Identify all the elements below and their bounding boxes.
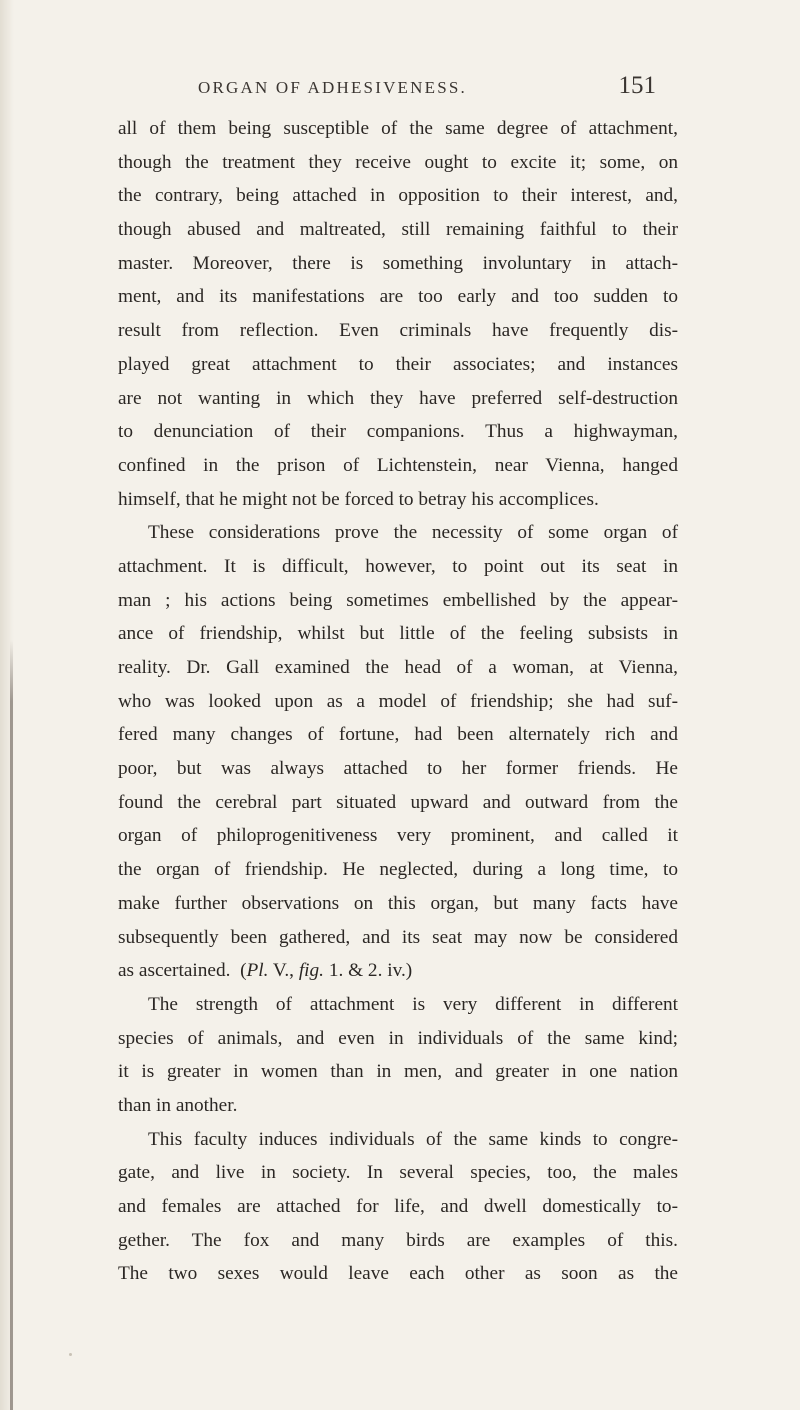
- text-line: gether. The fox and many birds are examples of this.: [118, 1229, 678, 1251]
- text-line: poor, but was always attached to her former friends. He: [118, 758, 678, 780]
- text-line: ance of friendship, whilst but little of the feeling subsists in: [118, 623, 678, 645]
- text-line: These considerations prove the necessity of some organ of: [148, 522, 678, 544]
- text-line: confined in the prison of Lichtenstein, near Vienna, hanged: [118, 454, 678, 476]
- text-line: though abused and maltreated, still remaining faithful to their: [118, 219, 678, 241]
- text-line: the organ of friendship. He neglected, during a long time, to: [118, 859, 678, 881]
- page-number: 151: [618, 72, 656, 99]
- plate-reference: (Pl. V., fig. 1. & 2. iv.): [240, 960, 413, 982]
- text-line: gate, and live in society. In several species, too, the males: [118, 1162, 678, 1184]
- text-line: it is greater in women than in men, and greater in one nation: [118, 1061, 678, 1083]
- text-line: The two sexes would leave each other as soon as the: [118, 1263, 678, 1285]
- text-line-start: as ascertained.: [118, 960, 231, 982]
- text-line: ment, and its manifestations are too early and too sudden to: [118, 286, 678, 308]
- text-line: the contrary, being attached in opposition to their interest, and,: [118, 185, 678, 207]
- text-line: fered many changes of fortune, had been alternately rich and: [118, 724, 678, 746]
- text-line: are not wanting in which they have preferred self-destruction: [118, 387, 678, 409]
- text-line: to denunciation of their companions. Thus a highwayman,: [118, 421, 678, 443]
- text-line: species of animals, and even in individuals of the same kind;: [118, 1027, 678, 1049]
- text-line: all of them being susceptible of the same degree of attachment,: [118, 118, 678, 139]
- text-line: The strength of attachment is very different in different: [148, 993, 678, 1015]
- paper-speck: [69, 1353, 72, 1356]
- text-line: attachment. It is difficult, however, to point out its seat in: [118, 555, 678, 577]
- text-line: subsequently been gathered, and its seat may now be considered: [118, 926, 678, 948]
- page-header: [198, 72, 656, 104]
- text-line: reality. Dr. Gall examined the head of a woman, at Vienna,: [118, 657, 678, 678]
- text-line: make further observations on this organ, but many facts have: [118, 892, 678, 914]
- text-line: found the cerebral part situated upward and outward from the: [118, 791, 678, 813]
- body-text: [118, 112, 678, 1291]
- text-line: organ of philoprogenitiveness very prominent, and called it: [118, 825, 678, 847]
- text-line: master. Moreover, there is something involuntary in attach-: [118, 252, 678, 274]
- text-line: played great attachment to their associates; and instances: [118, 353, 678, 375]
- binding-margin-line: [10, 640, 13, 1410]
- text-line: who was looked upon as a model of friendship; she had suf-: [118, 690, 678, 712]
- text-line: man ; his actions being sometimes embellished by the appear-: [118, 589, 678, 611]
- text-line-with-reference: [118, 954, 678, 988]
- text-line: This faculty induces individuals of the same kinds to congre-: [148, 1128, 678, 1150]
- text-line: result from reflection. Even criminals have frequently dis-: [118, 320, 678, 342]
- text-line: and females are attached for life, and dwell domestically to-: [118, 1196, 678, 1217]
- text-line: than in another.: [118, 1094, 238, 1116]
- text-line: though the treatment they receive ought to excite it; some, on: [118, 151, 678, 173]
- running-head: ORGAN OF ADHESIVENESS.: [198, 78, 467, 97]
- text-line: himself, that he might not be forced to betray his accomplices.: [118, 488, 599, 510]
